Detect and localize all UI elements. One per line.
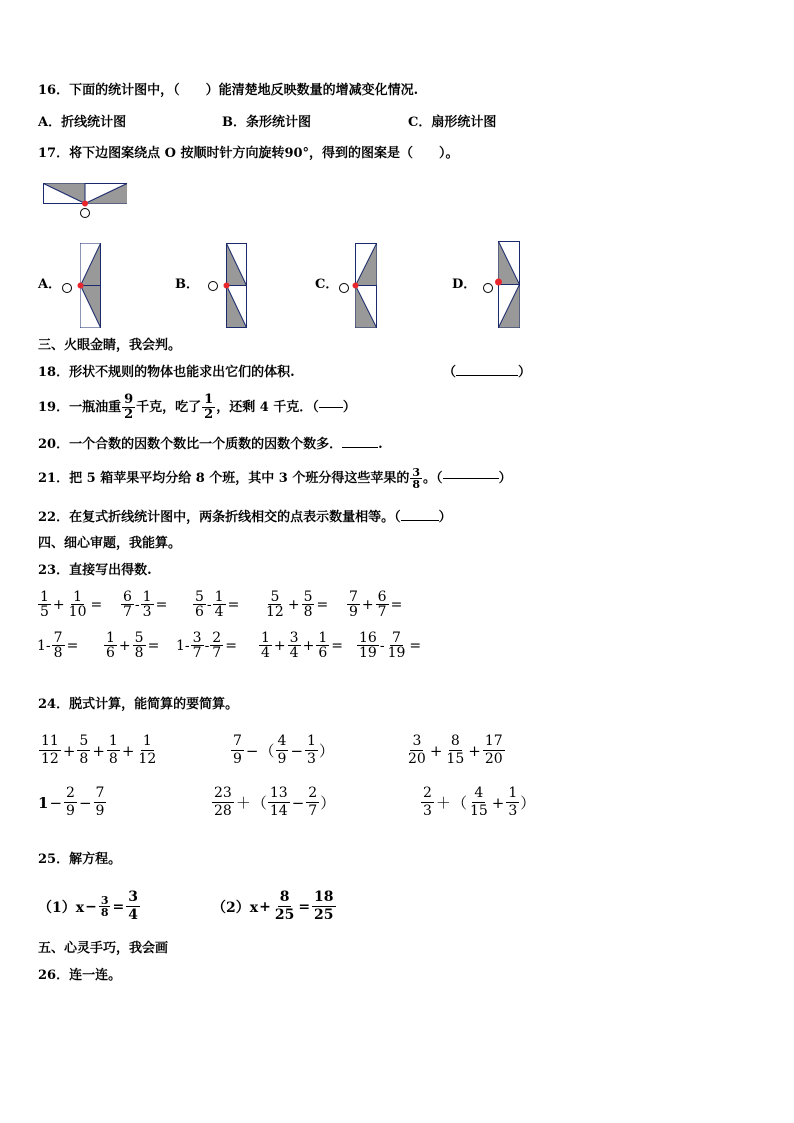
q23-r2-e3: 1- $\frac{3}{7}$ - $\frac{2}{7}$ =: [176, 630, 237, 661]
q23-r1-e4: $\frac{5}{12}$ + $\frac{5}{8}$ =: [266, 589, 329, 620]
q19-answer-blank[interactable]: [319, 407, 343, 408]
q23-text: 23．直接写出得数.: [38, 563, 152, 578]
section-5-heading: 五、心灵手巧，我会画: [38, 941, 169, 956]
q23-r1-e3: $\frac{5}{6}$ - $\frac{1}{4}$ =: [195, 589, 240, 620]
q25-eq1: （1）x − $\frac{3}{8}$ = $\frac{3}{4}$: [38, 889, 138, 923]
q21-answer-blank[interactable]: [443, 478, 499, 479]
q21-text: 21．把 5 箱苹果平均分给 8 个班，其中 3 个班分得这些苹果的 $\frac{3}{8}$ 。（ ）: [38, 466, 512, 491]
q17-label-a: A．: [38, 277, 62, 292]
q17-option-b-figure[interactable]: [206, 243, 252, 329]
q16-option-a: A．折线统计图: [38, 115, 127, 130]
q17-option-d-figure[interactable]: [481, 241, 525, 329]
q17-option-a-figure[interactable]: [60, 243, 104, 329]
q17-option-c-figure[interactable]: [337, 243, 381, 329]
q24-e1: $\frac{11}{12}$ + $\frac{5}{8}$ + $\frac{1}{8}$ + $\frac{1}{12}$: [41, 733, 157, 767]
q17-original-figure: [43, 183, 129, 223]
q17-label-d: D．: [452, 277, 477, 292]
q18-text: 18．形状不规则的物体也能求出它们的体积.: [38, 365, 295, 380]
q24-e5: $\frac{23}{28}$ ＋ （ $\frac{13}{14}$ − $\frac{2}{7}$ ）: [214, 785, 336, 819]
q20-text: 20．一个合数的因数个数比一个质数的因数个数多． .: [38, 437, 383, 452]
q16-text: 16．下面的统计图中，（ ）能清楚地反映数量的增减变化情况.: [38, 83, 419, 98]
q26-text: 26．连一连。: [38, 968, 122, 983]
q25-eq2: （2）x + $\frac{8}{25}$ = $\frac{18}{25}$: [212, 889, 334, 923]
q23-r2-e5: $\frac{16}{19}$ - $\frac{7}{19}$ =: [359, 630, 422, 661]
q16-option-c: C．扇形统计图: [408, 115, 497, 130]
q17-label-c: C．: [315, 277, 339, 292]
q24-text: 24．脱式计算，能简算的要简算。: [38, 697, 239, 712]
section-3-heading: 三、火眼金睛，我会判。: [38, 338, 182, 353]
q23-r1-e5: $\frac{7}{9}$ + $\frac{6}{7}$ =: [349, 589, 403, 620]
q23-r2-e2: $\frac{1}{6}$ + $\frac{5}{8}$ =: [106, 630, 160, 661]
section-4-heading: 四、细心审题，我能算。: [38, 536, 182, 551]
q16-option-b: B．条形统计图: [222, 115, 311, 130]
q22-answer-blank[interactable]: [401, 520, 439, 521]
q24-e3: $\frac{3}{20}$ + $\frac{8}{15}$ + $\frac{17}{20}$: [408, 733, 503, 767]
q24-e2: $\frac{7}{9}$ − （ $\frac{4}{9}$ − $\frac{1}{3}$ ）: [233, 733, 334, 767]
q24-e4: 1 − $\frac{2}{9}$ − $\frac{7}{9}$: [38, 785, 105, 819]
q22-text: 22．在复式折线统计图中，两条折线相交的点表示数量相等。（ ）: [38, 510, 452, 525]
q19-text: 19．一瓶油重 $\frac{9}{2}$ 千克，吃了 $\frac{1}{2}$ ，还剩 4 千克．（ ）: [38, 392, 356, 422]
q18-answer[interactable]: （ ）: [443, 365, 532, 380]
q23-r2-e4: $\frac{1}{4}$ + $\frac{3}{4}$ + $\frac{1}{6}$ =: [261, 630, 343, 661]
q25-text: 25．解方程。: [38, 852, 122, 867]
q23-r1-e2: $\frac{6}{7}$ - $\frac{1}{3}$ =: [123, 589, 168, 620]
q20-answer-blank[interactable]: [342, 447, 378, 448]
q17-label-b: B．: [175, 277, 199, 292]
q24-e6: $\frac{2}{3}$ ＋ （ $\frac{4}{15}$ + $\frac{1}{3}$ ）: [423, 785, 536, 819]
q17-text: 17．将下边图案绕点 O 按顺时针方向旋转90°，得到的图案是（ ）。: [38, 146, 459, 161]
q23-r2-e1: 1- $\frac{7}{8}$ =: [37, 630, 79, 661]
q23-r1-e1: $\frac{1}{5}$ + $\frac{1}{10}$ =: [40, 589, 103, 620]
